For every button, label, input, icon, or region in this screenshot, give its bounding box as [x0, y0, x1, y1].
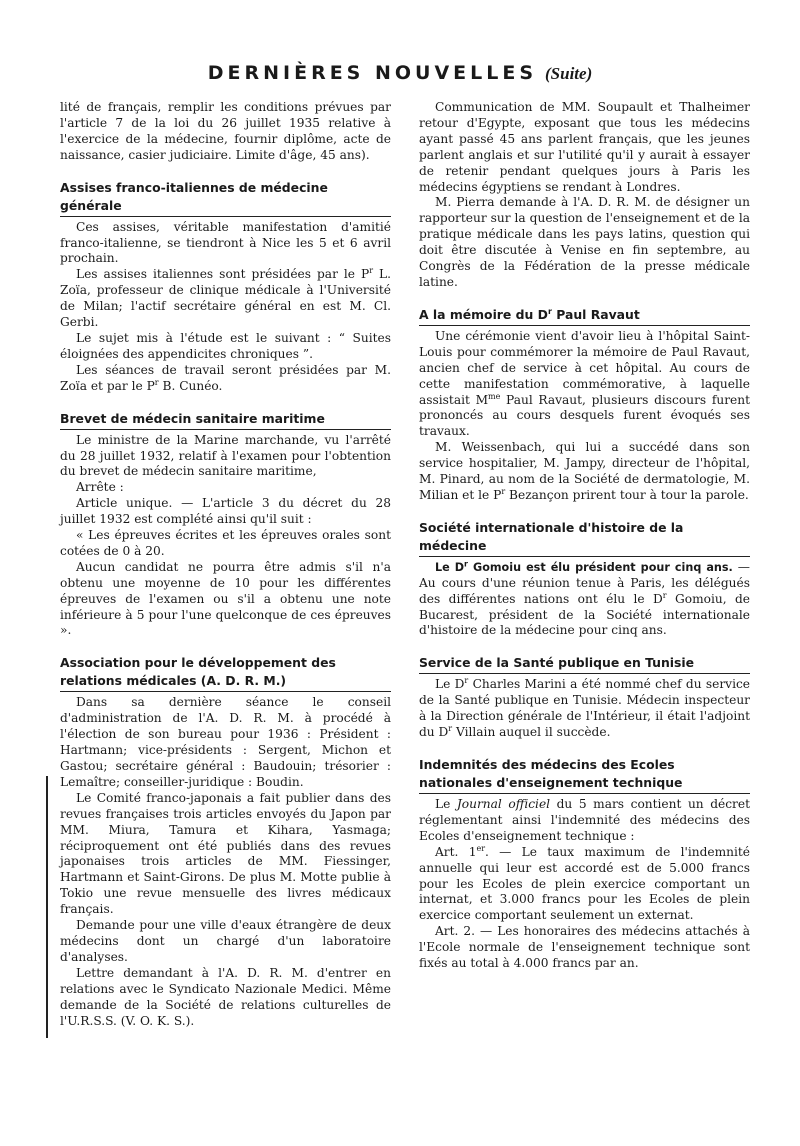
paragraph: Une cérémonie vient d'avoir lieu à l'hôpital Saint-Louis pour commémorer la mémoire de Paul Ravaut, ancien chef de service à cet hôpital. Au cours de cette manifestation commémorative, à laquelle assistait $M^{me}$ Paul Ravaut, plusieurs discours furent prononcés au cours desquels furent évoqués ses travaux.	[419, 328, 750, 439]
paragraph: Le ministre de la Marine marchande, vu l'arrêté du 28 juillet 1932, relatif à l'examen pour l'obtention du brevet de médecin sanitaire maritime,	[60, 432, 391, 479]
paragraph: Le sujet mis à l'étude est le suivant : “ Suites éloignées des appendicites chroniques ”.	[60, 330, 391, 361]
paragraph: Le $D^r$ Gomoiu est élu président pour cinq ans. — Au cours d'une réunion tenue à Paris, les délégués des différentes nations ont élu le $D^r$ Gomoiu, de Bucarest, président de la Société internationale d'histoire de la médecine pour cinq ans.	[419, 559, 750, 638]
section-title-indemnites: Indemnités des médecins des Ecoles nationales d'enseignement technique	[419, 756, 750, 794]
paragraph: Le $D^r$ Charles Marini a été nommé chef du service de la Santé publique en Tunisie. Médecin inspecteur à la Direction générale de l'Intérieur, il était l'adjoint du $D^r$ Villain auquel il succède.	[419, 676, 751, 740]
section-title-ravaut: A la mémoire du $D^r$ Paul Ravaut	[419, 306, 750, 326]
left-column	[60, 100, 391, 1029]
paragraph: Les assises italiennes sont présidées par le $P^r$ L. Zoïa, professeur de clinique médicale à l'Université de Milan; l'actif secrétaire général en est M. Cl. Gerbi.	[60, 266, 391, 330]
section-title-assises: Assises franco-italiennes de médecine générale	[60, 179, 391, 217]
right-column	[419, 100, 750, 972]
paragraph: Demande pour une ville d'eaux étrangère de deux médecins dont un chargé d'un laboratoire d'analyses.	[60, 918, 391, 964]
paragraph: Les séances de travail seront présidées par M. Zoïa et par le $P^r$ B. Cunéo.	[60, 362, 391, 393]
paragraph: Communication de MM. Soupault et Thalheimer retour d'Egypte, exposant que tous les médecins ayant passé 45 ans parlent français, que les jeunes parlent anglais et sur l'utilité qu'il y aurait à essayer de retenir pendant quelques jours à Paris les médecins égyptiens se rendant à Londres.	[419, 100, 750, 194]
header-suffix: (Suite)	[545, 64, 593, 83]
section-title-histoire: Société internationale d'histoire de la médecine	[419, 519, 750, 557]
paragraph: Le Comité franco-japonais a fait publier dans des revues françaises trois articles envoyés du Japon par MM. Miura, Tamura et Kihara, Yasmaga; réciproquement ont été publiés dans des revues japonaises trois articles de MM. Fiessinger, Hartmann et Saint-Girons. De plus M. Motte publie à Tokio une revue mensuelle des livres médicaux français.	[60, 790, 391, 917]
margin-rule	[46, 776, 48, 1038]
section-title-tunisie: Service de la Santé publique en Tunisie	[419, 654, 750, 674]
page-header	[0, 62, 800, 84]
paragraph: M. Weissenbach, qui lui a succédé dans son service hospitalier, M. Jampy, directeur de l'hôpital, M. Pinard, au nom de la Société de dermatologie, M. Milian et le $P^r$ Bezançon prirent tour à tour la parole.	[419, 440, 750, 502]
paragraph: Lettre demandant à l'A. D. R. M. d'entrer en relations avec le Syndicato Nazionale Medici. Même demande de la Société de relations culturelles de l'U.R.S.S. (V. O. K. S.).	[60, 965, 391, 1028]
paragraph: « Les épreuves écrites et les épreuves orales sont cotées de 0 à 20.	[60, 528, 391, 558]
paragraph: Ces assises, véritable manifestation d'amitié franco-italienne, se tiendront à Nice les 5 et 6 avril prochain.	[60, 219, 391, 266]
paragraph: Article unique. — L'article 3 du décret du 28 juillet 1932 est complété ainsi qu'il suit :	[60, 496, 391, 527]
paragraph: lité de français, remplir les conditions prévues par l'article 7 de la loi du 26 juillet 1935 relative à l'exercice de la médecine, fournir diplôme, acte de naissance, casier judiciaire. Limite d'âge, 45 ans).	[60, 100, 391, 162]
paragraph: Arrête :	[76, 480, 124, 495]
paragraph: Art. 2. — Les honoraires des médecins attachés à l'Ecole normale de l'enseignement technique sont fixés au total à 4.000 francs par an.	[419, 924, 750, 971]
header-title: DERNIÈRES NOUVELLES	[207, 62, 538, 84]
section-title-brevet: Brevet de médecin sanitaire maritime	[60, 410, 391, 430]
paragraph: Le Journal officiel du 5 mars contient un décret réglementant ainsi l'indemnité des médecins des Ecoles d'enseignement technique :	[419, 797, 750, 843]
paragraph: Art. 1er. — Le taux maximum de l'indemnité annuelle qui leur est accordé est de 5.000 francs pour les Ecoles de plein exercice comportant un internat, et 3.000 francs pour les Ecoles de plein exercice comportant seulement un externat.	[419, 843, 750, 923]
paragraph: M. Pierra demande à l'A. D. R. M. de désigner un rapporteur sur la question de l'enseignement et de la pratique médicale dans les pays latins, question qui doit être discutée à Venise en fin septembre, au Congrès de la Fédération de la presse médicale latine.	[419, 195, 750, 289]
paragraph: Dans sa dernière séance le conseil d'administration de l'A. D. R. M. à procédé à l'élection de son bureau pour 1936 : Président : Hartmann; vice-présidents : Sergent, Michon et Gastou; secrétaire général : Baudouin; trésorier : Lemaître; conseiller-juridique : Boudin.	[60, 695, 391, 789]
section-title-adrm: Association pour le développement des relations médicales (A. D. R. M.)	[60, 654, 391, 692]
paragraph: Aucun candidat ne pourra être admis s'il n'a obtenu une moyenne de 10 pour les différentes épreuves de l'examen ou s'il a obtenu une note inférieure à 5 pour l'une quelconque de ces épreuves ».	[60, 559, 391, 638]
